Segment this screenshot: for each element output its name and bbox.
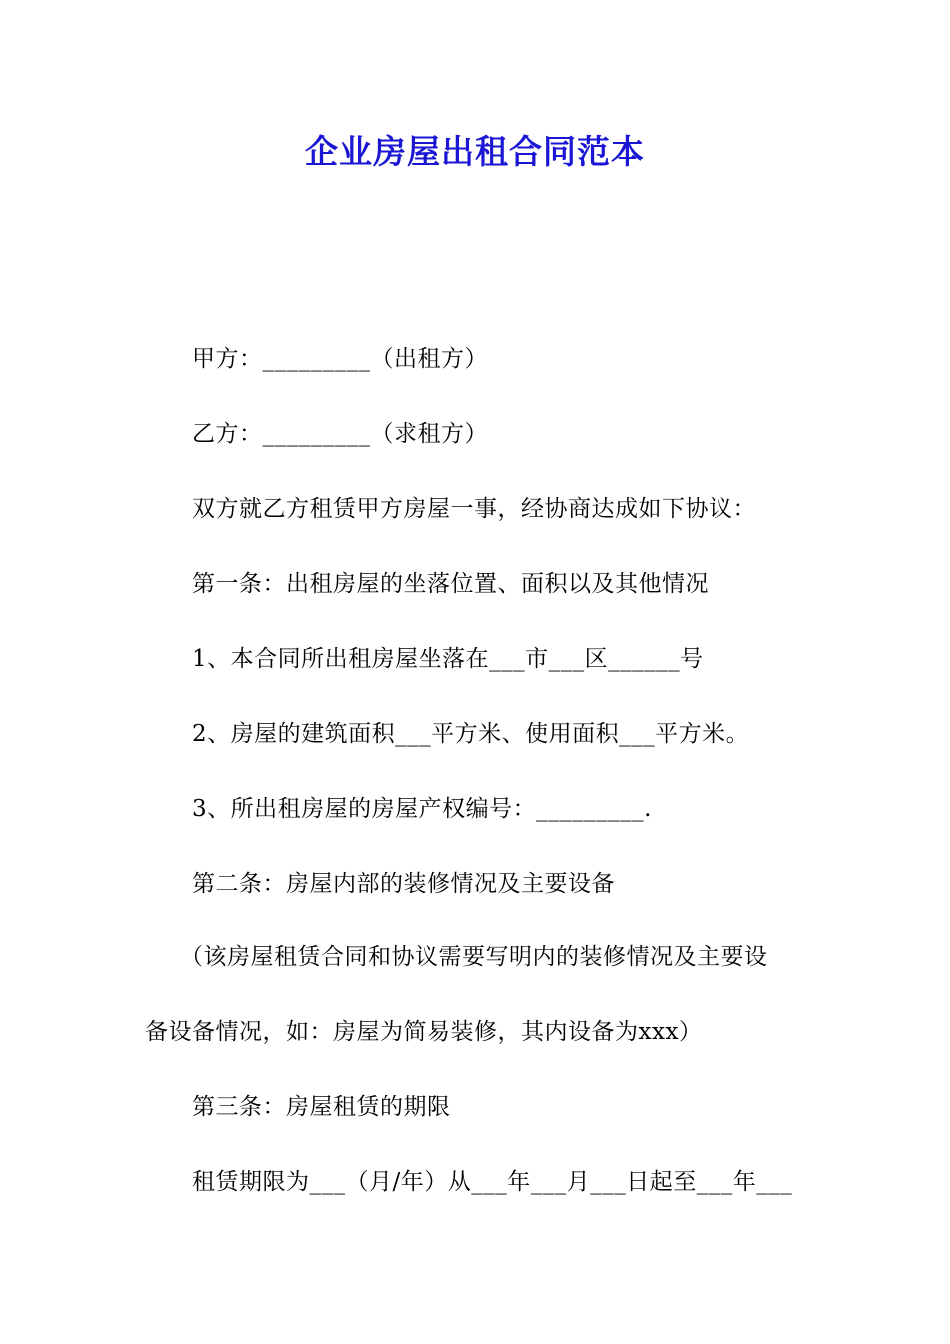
- article-2-heading: 第二条：房屋内部的装修情况及主要设备: [192, 871, 615, 897]
- party-b-line: 乙方：_________（求租方）: [192, 421, 488, 447]
- article-1-item-1: 1、本合同所出租房屋坐落在___市___区______号: [192, 646, 704, 672]
- article-1-heading: 第一条：出租房屋的坐落位置、面积以及其他情况: [192, 571, 709, 597]
- article-2-note-line-1: （该房屋租赁合同和协议需要写明内的装修情况及主要设: [180, 944, 768, 970]
- agreement-intro: 双方就乙方租赁甲方房屋一事，经协商达成如下协议：: [192, 496, 756, 522]
- party-a-line: 甲方：_________（出租方）: [192, 346, 488, 372]
- article-3-heading: 第三条：房屋租赁的期限: [192, 1094, 451, 1120]
- document-title: 企业房屋出租合同范本: [305, 132, 645, 171]
- article-1-item-2: 2、房屋的建筑面积___平方米、使用面积___平方米。: [192, 721, 750, 747]
- article-3-term-line: 租赁期限为___（月/年）从___年___月___日起至___年___: [192, 1169, 793, 1195]
- article-2-note-line-2: 备设备情况，如：房屋为简易装修，其内设备为xxx）: [145, 1019, 703, 1045]
- article-1-item-3: 3、所出租房屋的房屋产权编号：_________.: [192, 796, 652, 822]
